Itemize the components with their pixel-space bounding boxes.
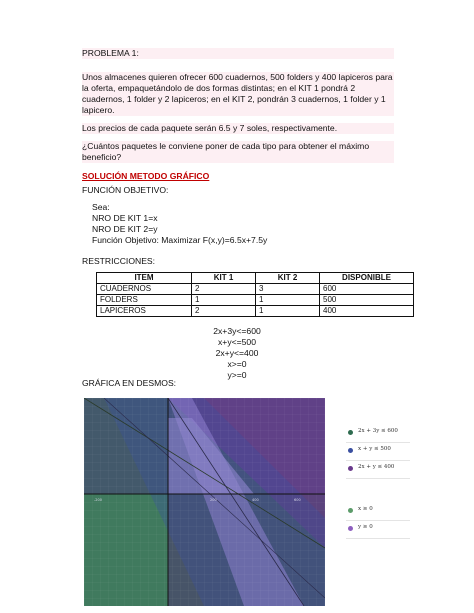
x-tick-label: -200	[94, 498, 102, 502]
statement-line-2: la oferta, empaquetándolo de dos formas distintas; en el KIT 1 pondrá 2	[82, 83, 394, 94]
objective-function: Función Objetivo: Maximizar F(x,y)=6.5x+7.5y	[92, 235, 268, 245]
expression-item[interactable]	[346, 442, 410, 461]
inequality-3: 2x+y<=400	[215, 348, 259, 358]
cell-kit2: 3	[256, 284, 320, 295]
solution-heading: SOLUCIÓN METODO GRÁFICO	[82, 171, 210, 181]
table-row	[97, 295, 414, 306]
table-row	[97, 306, 414, 317]
cell-item: LAPICEROS	[97, 306, 192, 317]
expression-item[interactable]	[346, 502, 410, 521]
header-kit1: KIT 1	[192, 273, 256, 284]
inequality-2: x+y<=500	[218, 337, 256, 347]
problem-title: PROBLEMA 1:	[82, 48, 394, 59]
header-item: ITEM	[97, 273, 192, 284]
expression-item[interactable]	[346, 460, 410, 479]
question-line-1: ¿Cuántos paquetes le conviene poner de cada tipo para obtener el máximo	[82, 141, 394, 152]
color-dot-icon[interactable]	[348, 508, 353, 513]
kit2-definition: NRO DE KIT 2=y	[92, 224, 158, 234]
desmos-expression-panel	[336, 398, 416, 606]
cell-available: 400	[320, 306, 414, 317]
expression-text: 2x + y ≤ 400	[358, 464, 395, 470]
prices-text: Los precios de cada paquete serán 6.5 y 7 soles, respectivamente.	[82, 123, 394, 134]
header-available: DISPONIBLE	[320, 273, 414, 284]
expression-text: y ≥ 0	[358, 524, 373, 530]
cell-item: CUADERNOS	[97, 284, 192, 295]
sea-label: Sea:	[92, 202, 110, 212]
cell-item: FOLDERS	[97, 295, 192, 306]
statement-line-4: lapicero.	[82, 105, 394, 116]
color-dot-icon[interactable]	[348, 448, 353, 453]
inequality-5: y>=0	[227, 370, 247, 380]
header-kit2: KIT 2	[256, 273, 320, 284]
color-dot-icon[interactable]	[348, 430, 353, 435]
x-tick-label: 200	[210, 498, 217, 502]
graph-grid	[84, 398, 325, 606]
cell-kit1: 2	[192, 306, 256, 317]
table-header-row	[97, 273, 414, 284]
expression-text: x ≥ 0	[358, 506, 373, 512]
x-tick-label: 600	[294, 498, 301, 502]
color-dot-icon[interactable]	[348, 466, 353, 471]
kit1-definition: NRO DE KIT 1=x	[92, 213, 158, 223]
restrictions-heading: RESTRICCIONES:	[82, 256, 156, 266]
objective-heading: FUNCIÓN OBJETIVO:	[82, 185, 169, 195]
expression-item[interactable]	[346, 424, 410, 443]
desmos-graph	[84, 398, 325, 606]
inequality-4: x>=0	[227, 359, 247, 369]
cell-kit2: 1	[256, 295, 320, 306]
cell-available: 600	[320, 284, 414, 295]
expression-text: 2x + 3y ≤ 600	[358, 428, 398, 434]
cell-kit1: 1	[192, 295, 256, 306]
graph-heading: GRÁFICA EN DESMOS:	[82, 378, 177, 388]
question-line-2: beneficio?	[82, 152, 394, 163]
color-dot-icon[interactable]	[348, 526, 353, 531]
cell-kit2: 1	[256, 306, 320, 317]
x-tick-label: 400	[252, 498, 259, 502]
statement-line-1: Unos almacenes quieren ofrecer 600 cuadernos, 500 folders y 400 lapiceros para	[82, 72, 393, 82]
cell-available: 500	[320, 295, 414, 306]
restrictions-table	[96, 272, 414, 317]
table-row	[97, 284, 414, 295]
expression-item[interactable]	[346, 520, 410, 539]
inequality-1: 2x+3y<=600	[213, 326, 261, 336]
statement-line-3: cuadernos, 1 folder y 2 lapiceros; en el KIT 2, pondrán 3 cuadernos, 1 folder y 1	[82, 94, 394, 105]
cell-kit1: 2	[192, 284, 256, 295]
expression-text: x + y ≤ 500	[358, 446, 391, 452]
